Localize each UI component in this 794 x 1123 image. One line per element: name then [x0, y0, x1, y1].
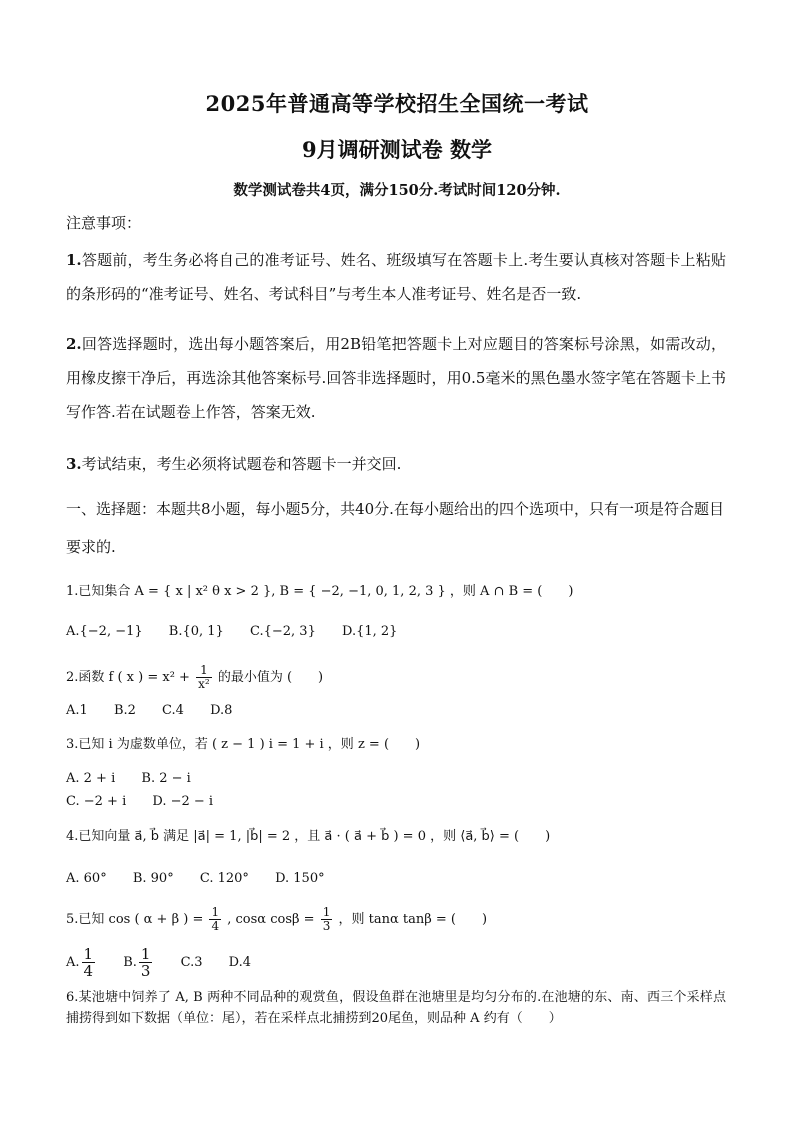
question-3-option-d: D. −2 − i — [152, 794, 214, 809]
question-1-option-a: A.{−2, −1} — [66, 624, 143, 639]
question-1-option-d: D.{1, 2} — [341, 624, 398, 639]
question-4-option-a: A. 60° — [66, 871, 107, 886]
notice-item-2-text: 回答选择题时，选出每小题答案后，用2B铅笔把答题卡上对应题目的答案标号涂黑，如需改动，用橡皮擦干净后，再选涂其他答案标号.回答非选择题时，用0.5毫米的黑色墨水签字笔在答题卡上书写作答.若在试题卷上作答，答案无效. — [66, 335, 726, 421]
question-5-fraction-1 — [209, 906, 221, 933]
question-5-middle: , cosα cosβ = — [227, 912, 315, 927]
question-5-option-d: D.4 — [228, 955, 251, 970]
question-2-suffix: 的最小值为 ( ) — [217, 670, 324, 685]
question-5-option-a — [66, 946, 97, 979]
notice-item-1-number: 1. — [66, 251, 82, 269]
question-5-option-a-fraction — [82, 946, 96, 979]
question-5-option-b — [123, 946, 154, 979]
question-5-option-b-numerator: 1 — [140, 945, 151, 963]
question-5-option-a-label: A. — [66, 955, 80, 970]
question-2-prefix: 2.函数 f ( x ) = x² + — [66, 670, 190, 685]
question-1-options — [66, 624, 419, 639]
question-1-option-b: B.{0, 1} — [168, 624, 224, 639]
question-6: 6.某池塘中饲养了 A, B 两种不同品种的观赏鱼，假设鱼群在池塘里是均匀分布的.在池塘的东、南、西三个采样点捕捞得到如下数据（单位：尾），若在采样点北捕捞到20尾鱼，则品种 A 约有（ ） — [66, 990, 726, 1026]
question-2 — [66, 664, 323, 691]
question-3-options-row-2 — [66, 794, 235, 809]
question-5-option-a-denominator: 4 — [83, 962, 94, 980]
question-5-fraction-2-numerator: 1 — [322, 905, 331, 919]
question-5-fraction-1-denominator: 4 — [211, 919, 220, 933]
question-1: 1.已知集合 A = { x | x² θ x > 2 }, B = { −2, −1, 0, 1, 2, 3 } ，则 A ∩ B = ( ) — [66, 584, 574, 599]
question-3-option-c: C. −2 + i — [66, 794, 127, 809]
question-2-fraction-denominator: x² — [198, 677, 210, 691]
question-3-option-b: B. 2 − i — [141, 771, 191, 786]
question-3-options-row-1 — [66, 771, 213, 786]
question-2-option-a: A.1 — [66, 703, 88, 718]
question-5 — [66, 906, 487, 933]
question-2-option-d: D.8 — [210, 703, 233, 718]
exam-title: 2025年普通高等学校招生全国统一考试 — [205, 91, 589, 116]
section-1-heading: 一、选择题：本题共8小题，每小题5分，共40分.在每小题给出的四个选项中，只有一项是符合题目要求的. — [66, 500, 724, 556]
question-5-option-b-fraction — [139, 946, 153, 979]
notice-item-3-text: 考试结束，考生必须将试题卷和答题卡一并交回. — [81, 455, 402, 473]
notice-item-1 — [66, 243, 726, 311]
question-5-suffix: ，则 tanα tanβ = ( ) — [338, 912, 488, 927]
question-5-fraction-1-numerator: 1 — [211, 905, 220, 919]
question-4-option-c: C. 120° — [199, 871, 249, 886]
question-4: 4.已知向量 a⃗, b⃗ 满足 |a⃗| = 1, |b⃗| = 2 ，且 a⃗ · ( a⃗ + b⃗ ) = 0 ，则 ⟨a⃗, b⃗⟩ = ( ) — [66, 829, 551, 844]
question-5-option-a-numerator: 1 — [83, 945, 94, 963]
question-5-option-b-denominator: 3 — [140, 962, 151, 980]
notice-item-2 — [66, 327, 726, 429]
question-3: 3.已知 i 为虚数单位，若 ( z − 1 ) i = 1 + i ，则 z = ( ) — [66, 737, 421, 752]
notice-item-3 — [66, 447, 726, 481]
exam-subtitle: 9月调研测试卷 数学 — [302, 137, 492, 162]
question-5-fraction-2 — [321, 906, 333, 933]
notice-item-2-number: 2. — [66, 335, 82, 353]
question-4-options — [66, 871, 347, 886]
question-2-fraction-numerator: 1 — [196, 664, 212, 678]
question-2-option-c: C.4 — [162, 703, 184, 718]
question-4-option-d: D. 150° — [275, 871, 325, 886]
notice-heading: 注意事项： — [66, 214, 142, 232]
exam-info: 数学测试卷共4页，满分150分.考试时间120分钟. — [233, 182, 561, 199]
question-5-fraction-2-denominator: 3 — [322, 919, 331, 933]
notice-item-1-text: 答题前，考生务必将自己的准考证号、姓名、班级填写在答题卡上.考生要认真核对答题卡上粘贴的条形码的“准考证号、姓名、考试科目”与考生本人准考证号、姓名是否一致. — [66, 251, 726, 303]
question-5-options — [66, 946, 273, 979]
question-5-option-b-label: B. — [123, 955, 137, 970]
question-4-option-b: B. 90° — [132, 871, 174, 886]
question-2-options — [66, 703, 254, 718]
question-5-prefix: 5.已知 cos ( α + β ) = — [66, 912, 204, 927]
question-3-option-a: A. 2 + i — [66, 771, 116, 786]
question-5-option-c: C.3 — [180, 955, 203, 970]
question-2-fraction — [196, 664, 212, 691]
question-2-option-b: B.2 — [113, 703, 136, 718]
notice-item-3-number: 3. — [66, 455, 82, 473]
question-1-option-c: C.{−2, 3} — [249, 624, 316, 639]
